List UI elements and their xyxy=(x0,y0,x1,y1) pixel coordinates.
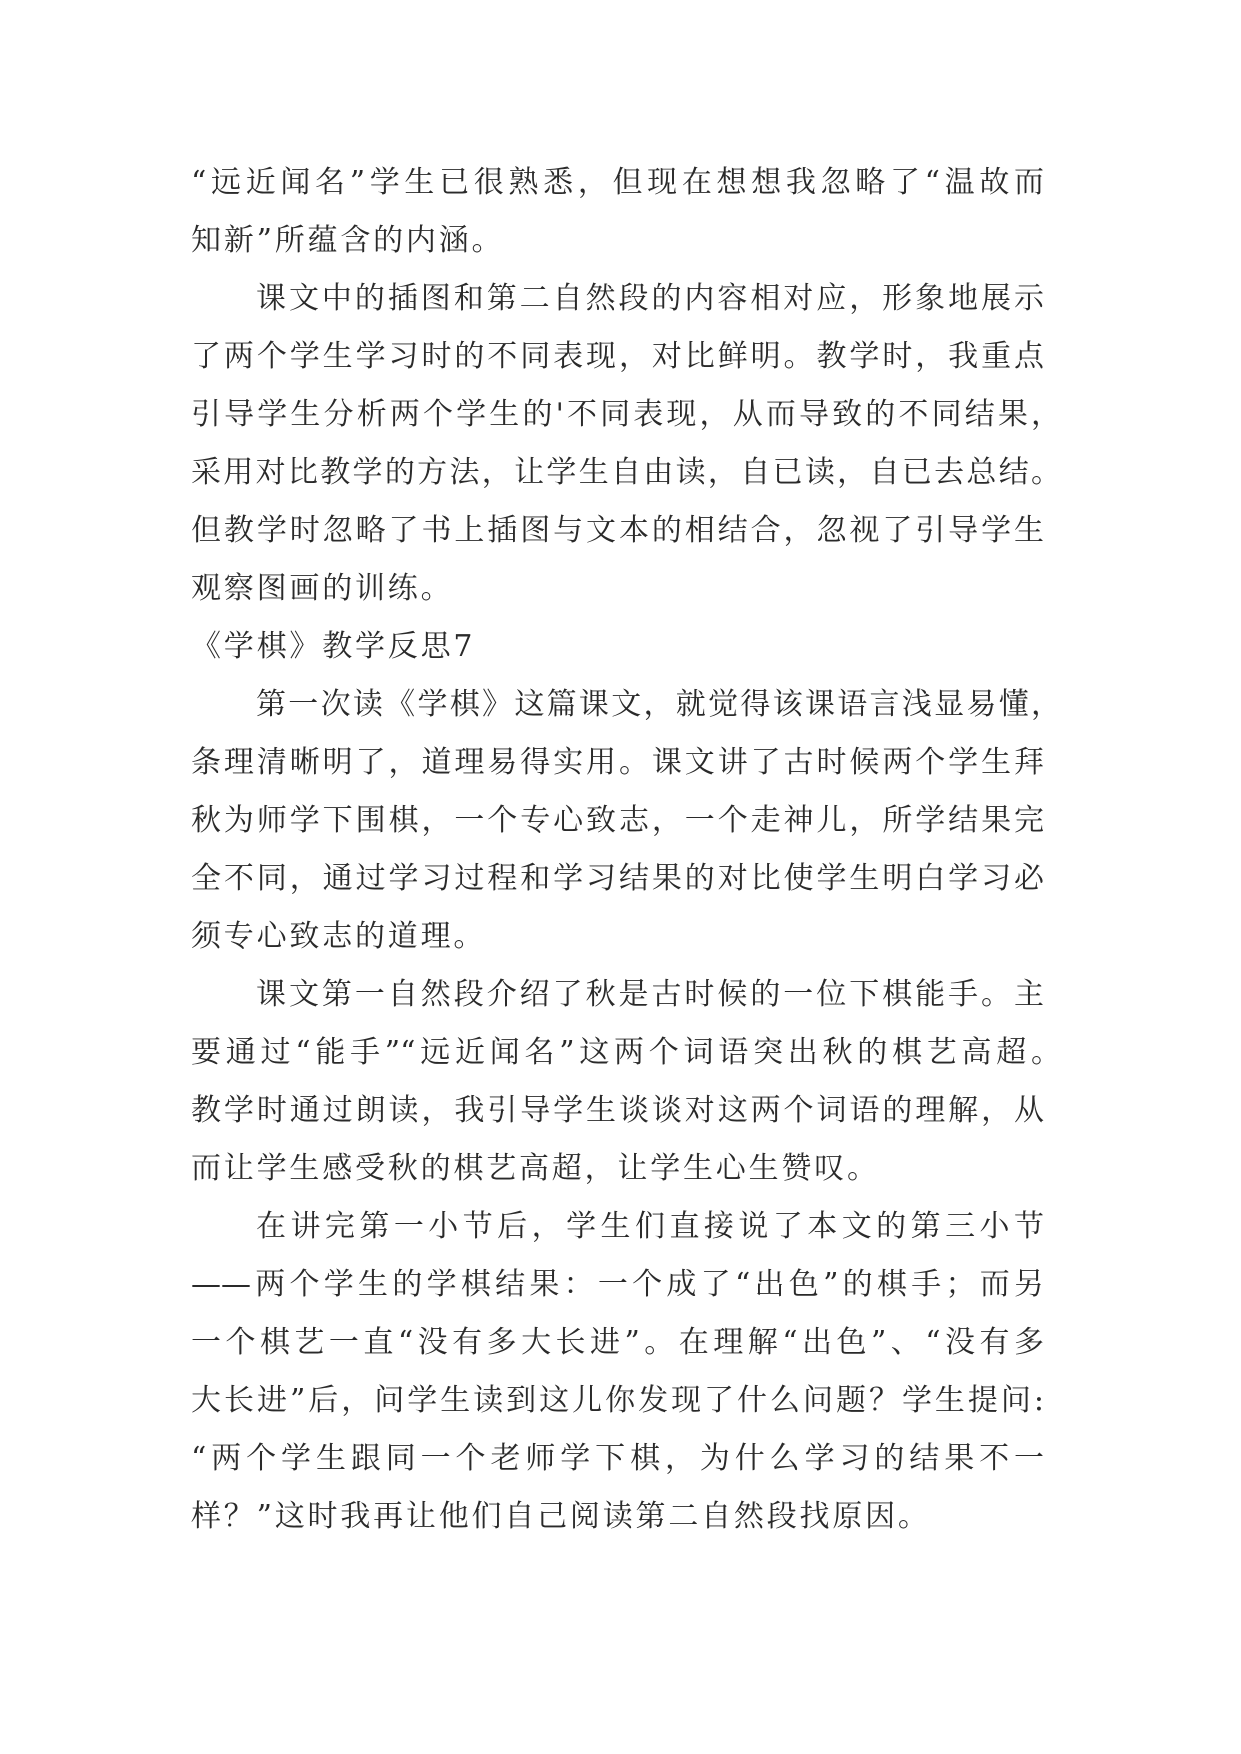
text-line: 采用对比教学的方法，让学生自由读，自已读，自已去总结。 xyxy=(191,455,1061,490)
text-line: 大长进”后，问学生读到这儿你发现了什么问题？学生提问: xyxy=(191,1383,1044,1418)
text-line: 第一次读《学棋》这篇课文，就觉得该课语言浅显易懂， xyxy=(256,687,1061,722)
text-line: 教学时通过朗读，我引导学生谈谈对这两个词语的理解，从 xyxy=(191,1093,1044,1128)
text-line: 要通过“能手”“远近闻名”这两个词语突出秋的棋艺高超。 xyxy=(191,1035,1061,1070)
paragraph xyxy=(191,676,1061,966)
document-body xyxy=(191,154,1061,1546)
section-title: 《学棋》教学反思7 xyxy=(191,629,476,664)
paragraph xyxy=(191,966,1061,1198)
text-line: “远近闻名”学生已很熟悉，但现在想想我忽略了“温故而 xyxy=(191,165,1044,200)
text-line: 但教学时忽略了书上插图与文本的相结合，忽视了引导学生 xyxy=(191,513,1044,548)
text-line: 课文中的插图和第二自然段的内容相对应，形象地展示 xyxy=(256,281,1044,316)
text-line: 观察图画的训练。 xyxy=(191,571,454,606)
text-line: 条理清晰明了，道理易得实用。课文讲了古时候两个学生拜 xyxy=(191,745,1044,780)
text-line: 一个棋艺一直“没有多大长进”。在理解“出色”、“没有多 xyxy=(191,1325,1044,1360)
paragraph xyxy=(191,1198,1061,1546)
paragraph xyxy=(191,154,1061,270)
text-line: 秋为师学下围棋，一个专心致志，一个走神儿，所学结果完 xyxy=(191,803,1044,838)
text-line: 了两个学生学习时的不同表现，对比鲜明。教学时，我重点 xyxy=(191,339,1044,374)
text-line: 全不同，通过学习过程和学习结果的对比使学生明白学习必 xyxy=(191,861,1044,896)
text-line: 引导学生分析两个学生的'不同表现，从而导致的不同结果， xyxy=(191,397,1061,432)
text-line: 知新”所蕴含的内涵。 xyxy=(191,223,505,258)
text-line: 在讲完第一小节后，学生们直接说了本文的第三小节 xyxy=(256,1209,1044,1244)
text-line: ——两个学生的学棋结果：一个成了“出色”的棋手；而另 xyxy=(191,1267,1044,1302)
text-line: 须专心致志的道理。 xyxy=(191,919,487,954)
text-line: “两个学生跟同一个老师学下棋，为什么学习的结果不一 xyxy=(191,1441,1044,1476)
paragraph xyxy=(191,270,1061,618)
text-line: 课文第一自然段介绍了秋是古时候的一位下棋能手。主 xyxy=(256,977,1044,1012)
text-line: 而让学生感受秋的棋艺高超，让学生心生赞叹。 xyxy=(191,1151,880,1186)
text-line: 样？”这时我再让他们自己阅读第二自然段找原因。 xyxy=(191,1499,931,1534)
